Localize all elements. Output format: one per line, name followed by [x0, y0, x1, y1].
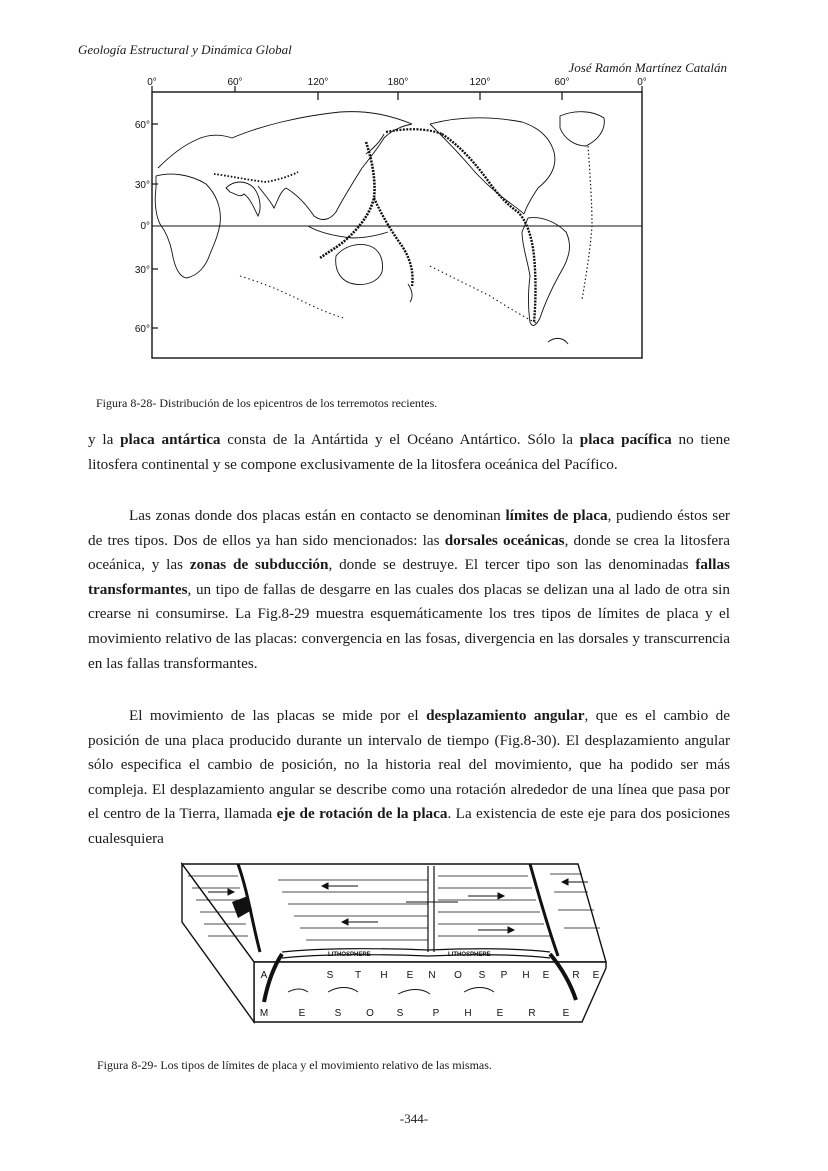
mesosphere-letter: H — [464, 1008, 472, 1019]
figure-8-29-caption: Figura 8-29- Los tipos de límites de placa y el movimiento relativo de las mismas. — [97, 1058, 492, 1072]
lat-label: 60° — [134, 324, 150, 335]
map-frame — [152, 92, 642, 358]
mesosphere-letter: P — [432, 1008, 440, 1019]
term-ocean-ridges: dorsales oceánicas — [444, 531, 565, 549]
asthenosphere-letter: S — [478, 970, 486, 981]
text: Las zonas donde dos placas están en contacto se denominan — [129, 507, 506, 524]
figure-8-28-caption: Figura 8-28- Distribución de los epicentros de los terremotos recientes. — [96, 396, 438, 410]
mesosphere-letter: M — [259, 1008, 269, 1019]
lithosphere-label-left: LITHOSPHERE — [328, 952, 371, 958]
term-rotation-axis: eje de rotación de la placa — [276, 805, 448, 823]
plate-boundaries-block-diagram — [178, 852, 608, 1030]
asthenosphere-letter: E — [592, 970, 600, 981]
asthenosphere-letter: E — [542, 970, 550, 981]
page-number: -344- — [399, 1111, 429, 1126]
lat-label: 30° — [134, 180, 150, 191]
asthenosphere-letter: S — [326, 970, 334, 981]
lon-label: 60° — [554, 77, 570, 88]
lon-label: 180° — [387, 77, 409, 88]
lon-label: 120° — [307, 77, 329, 88]
mesosphere-letter: S — [396, 1008, 404, 1019]
lithosphere-label-right: LITHOSPHERE — [448, 952, 491, 958]
mesosphere-letter: S — [334, 1008, 342, 1019]
mesosphere-letter: E — [496, 1008, 504, 1019]
text: , que es el cambio de posición de una placa producido durante un intervalo de tiempo (Fig.8-30). El desplazamiento angular sólo especifica el cambio de posición, no la historia real del movimiento, que ha podido ser más compleja. El desplazamiento angular se describe como una rotación alrededor de una línea que pasa por el centro de la Tierra, llamada — [88, 707, 731, 823]
running-header-author: José Ramón Martínez Catalán — [568, 60, 727, 75]
term-antarctic-plate: placa antártica — [120, 431, 221, 448]
text: El movimiento de las placas se mide por el — [129, 707, 427, 724]
paragraph-plate-boundaries — [88, 504, 730, 676]
mesosphere-letter: O — [366, 1008, 374, 1019]
asthenosphere-letter: H — [380, 970, 388, 981]
lon-label: 60° — [227, 77, 243, 88]
text: , donde se crea la litosfera oceánica, y las — [88, 531, 730, 574]
term-transform-faults: fallas transformantes — [88, 556, 730, 598]
asthenosphere-letter: A — [260, 970, 268, 981]
lon-label: 0° — [147, 77, 157, 88]
asthenosphere-letter: H — [522, 970, 530, 981]
running-header-title: Geología Estructural y Dinámica Global — [78, 42, 292, 57]
text: no tiene litosfera continental y se compone exclusivamente de la litosfera oceánica del Pacífico. — [88, 431, 730, 473]
text: consta de la Antártida y el Océano Antártico. Sólo la — [220, 431, 580, 448]
epicenter-map-figure — [130, 76, 650, 366]
paragraph-plates — [88, 428, 730, 477]
asthenosphere-letter: O — [454, 970, 462, 981]
asthenosphere-letter: E — [406, 970, 414, 981]
lon-label: 120° — [469, 77, 491, 88]
asthenosphere-letter: N — [428, 970, 436, 981]
asthenosphere-letter: T — [354, 970, 362, 981]
term-pacific-plate: placa pacífica — [579, 431, 672, 448]
term-subduction-zones: zonas de subducción — [189, 556, 329, 574]
paragraph-angular-displacement — [88, 704, 730, 852]
text: , pudiendo éstos ser de tres tipos. Dos de ellos ya han sido mencionados: las — [88, 507, 730, 549]
lat-label: 60° — [134, 120, 150, 131]
term-angular-displacement: desplazamiento angular — [426, 707, 585, 724]
text: , donde se destruye. El tercer tipo son las denominadas — [328, 556, 696, 574]
mesosphere-letter: E — [562, 1008, 570, 1019]
text: y la — [88, 431, 121, 448]
term-plate-boundaries: límites de placa — [505, 507, 608, 524]
asthenosphere-letter: R — [572, 970, 580, 981]
mesosphere-letter: E — [298, 1008, 306, 1019]
lon-label: 0° — [637, 77, 647, 88]
text: . La existencia de este eje para dos posiciones cualesquiera — [88, 805, 731, 847]
text: , un tipo de fallas de desgarre en las cuales dos placas se delizan una al lado de otra sin crearse ni consumirse. La Fig.8-29 muestra esquemáticamente los tres tipos de límites de placa y el movimiento relativo de las placas: convergencia en las fosas, divergencia en las dorsales y transcurrencia en las fallas transformantes. — [88, 580, 730, 672]
mesosphere-letter: R — [528, 1008, 536, 1019]
lat-label: 30° — [134, 265, 150, 276]
lat-label: 0° — [140, 221, 150, 232]
asthenosphere-letter: P — [500, 970, 508, 981]
